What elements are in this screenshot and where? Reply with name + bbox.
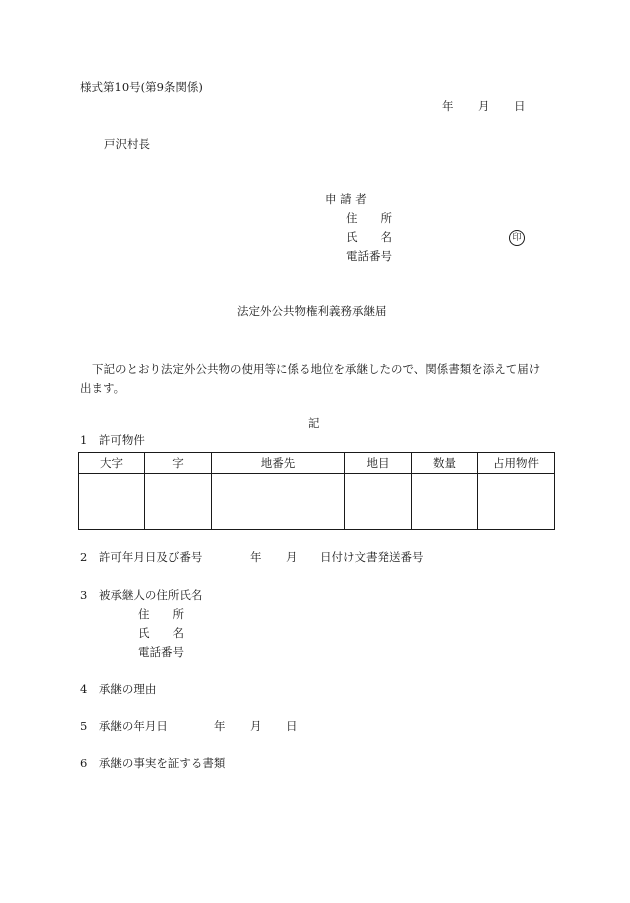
addressee: 戸沢村長 <box>104 137 150 151</box>
section-3-name-label: 氏 名 <box>138 626 184 640</box>
section-2-month: 月 <box>286 550 298 564</box>
section-2-label: 2 許可年月日及び番号 <box>80 550 203 564</box>
date-year: 年 <box>442 99 454 113</box>
date-day: 日 <box>514 99 526 113</box>
section-5-month: 月 <box>250 719 262 733</box>
col-header-occupancy: 占用物件 <box>478 453 555 474</box>
section-4-label: 4 承継の理由 <box>80 682 157 696</box>
table-cell <box>212 474 345 530</box>
table-cell <box>478 474 555 530</box>
section-3-label: 3 被承継人の住所氏名 <box>80 588 203 602</box>
seal-mark: 印 <box>509 230 525 246</box>
applicant-address-label: 住 所 <box>346 211 392 225</box>
section-2-year: 年 <box>250 550 262 564</box>
col-header-oaza: 大字 <box>79 453 145 474</box>
date-header <box>442 101 526 113</box>
applicant-name-label: 氏 名 <box>346 230 392 244</box>
table-cell <box>412 474 478 530</box>
section-3-address-label: 住 所 <box>138 607 184 621</box>
section-6-label: 6 承継の事実を証する書類 <box>80 756 226 770</box>
permit-table <box>78 452 555 530</box>
col-header-quantity: 数量 <box>412 453 478 474</box>
col-header-chiban: 地番先 <box>212 453 345 474</box>
table-row <box>79 474 555 530</box>
section-5-label: 5 承継の年月日 <box>80 719 168 733</box>
col-header-aza: 字 <box>145 453 212 474</box>
table-cell <box>345 474 412 530</box>
body-text: 下記のとおり法定外公共物の使用等に係る地位を承継したので、関係書類を添えて届け出ます。 <box>80 362 541 395</box>
section-2-suffix: 日付け文書発送番号 <box>320 550 424 564</box>
permit-table-header-row <box>79 453 555 474</box>
section-3-phone-label: 電話番号 <box>138 645 184 659</box>
section-5-year: 年 <box>214 719 226 733</box>
table-cell <box>79 474 145 530</box>
document-title: 法定外公共物権利義務承継届 <box>237 304 387 318</box>
applicant-phone-label: 電話番号 <box>346 249 392 263</box>
section-1-label: 1 許可物件 <box>80 433 145 447</box>
ki-heading: 記 <box>308 416 320 430</box>
col-header-chimoku: 地目 <box>345 453 412 474</box>
date-month: 月 <box>478 99 490 113</box>
section-5-day: 日 <box>286 719 298 733</box>
table-cell <box>145 474 212 530</box>
form-number: 様式第10号(第9条関係) <box>80 80 203 94</box>
applicant-label: 申 請 者 <box>325 192 367 206</box>
